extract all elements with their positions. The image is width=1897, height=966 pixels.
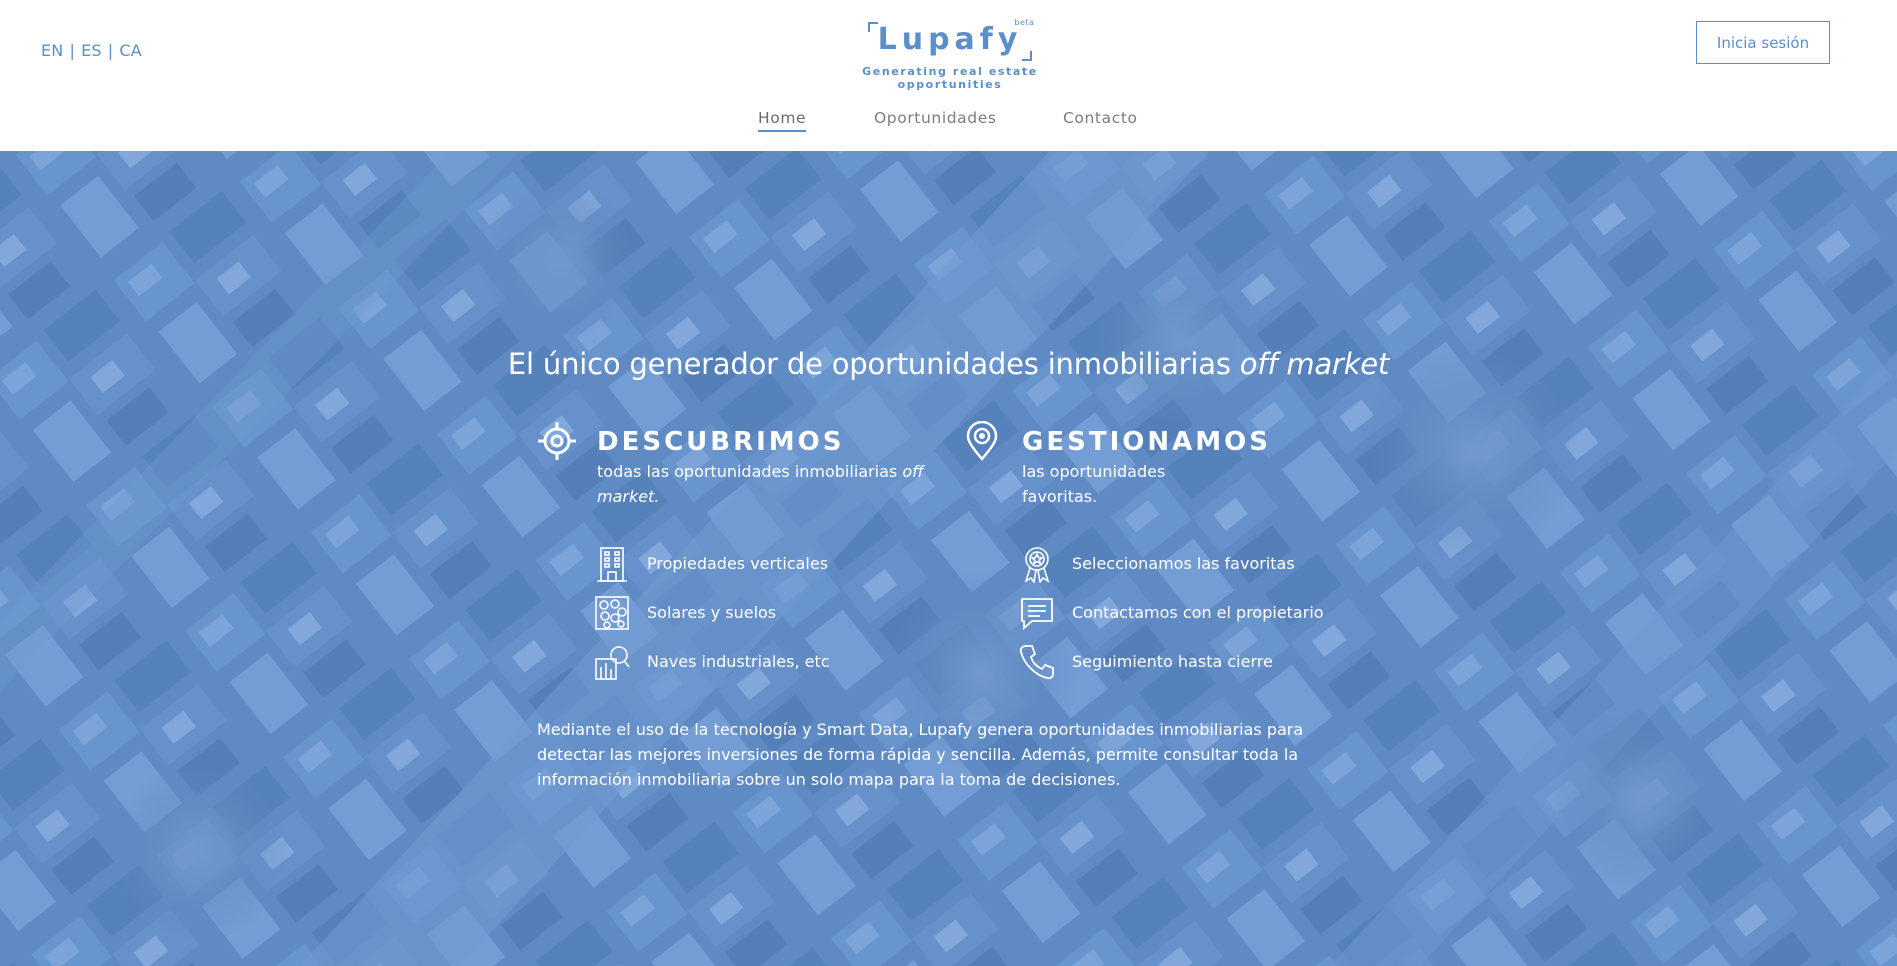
discover-subtitle xyxy=(597,459,937,509)
lang-en-link[interactable]: EN xyxy=(41,41,64,60)
list-item xyxy=(1018,539,1362,588)
login-button[interactable]: Inicia sesión xyxy=(1696,21,1830,64)
main-nav xyxy=(0,109,1897,139)
hero-section xyxy=(0,151,1897,966)
site-logo[interactable] xyxy=(820,16,1080,91)
discover-column xyxy=(537,421,937,686)
nav-item-contacto[interactable]: Contacto xyxy=(1063,109,1138,127)
list-item-label: Naves industriales, etc xyxy=(647,652,830,671)
map-pin-icon xyxy=(962,421,1002,461)
nav-item-oportunidades[interactable]: Oportunidades xyxy=(874,109,997,127)
phone-icon xyxy=(1018,643,1056,681)
list-item xyxy=(593,637,937,686)
manage-subtitle-line1: las oportunidades xyxy=(1022,462,1166,481)
manage-header xyxy=(962,421,1362,509)
discover-subtitle-text: todas las oportunidades inmobiliarias xyxy=(597,462,903,481)
list-item-label: Propiedades verticales xyxy=(647,554,829,573)
logo-beta-badge: beta xyxy=(1014,18,1035,27)
discover-list xyxy=(537,539,937,686)
manage-subtitle xyxy=(1022,459,1271,509)
award-icon xyxy=(1018,545,1056,583)
lang-separator: | xyxy=(69,41,76,60)
logo-tagline: Generating real estate opportunities xyxy=(862,65,1038,91)
list-item-label: Seleccionamos las favoritas xyxy=(1072,554,1295,573)
list-item-label: Seguimiento hasta cierre xyxy=(1072,652,1273,671)
hero-tint-overlay xyxy=(0,151,1897,966)
lang-ca-link[interactable]: CA xyxy=(119,41,142,60)
logo-mark xyxy=(868,16,1033,61)
hero-title xyxy=(0,347,1897,381)
building-icon xyxy=(593,545,631,583)
list-item-label: Solares y suelos xyxy=(647,603,777,622)
manage-column xyxy=(962,421,1362,686)
discover-subtitle-end: . xyxy=(654,487,660,506)
hero-title-emphasis: off market xyxy=(1239,347,1390,381)
target-icon xyxy=(537,421,577,461)
list-item xyxy=(593,539,937,588)
manage-list xyxy=(962,539,1362,686)
manage-title: GESTIONAMOS xyxy=(1022,427,1271,457)
lang-separator: | xyxy=(107,41,114,60)
chat-icon xyxy=(1018,594,1056,632)
lot-icon xyxy=(593,594,631,632)
logo-corner-bottom-right xyxy=(1022,51,1032,61)
discover-title: DESCUBRIMOS xyxy=(597,427,845,457)
manage-subtitle-line2: favoritas. xyxy=(1022,487,1098,506)
discover-subtitle-emphasis: off market xyxy=(597,462,924,506)
list-item-label: Contactamos con el propietario xyxy=(1072,603,1324,622)
list-item xyxy=(1018,588,1362,637)
lang-es-link[interactable]: ES xyxy=(81,41,102,60)
industrial-search-icon xyxy=(593,643,631,681)
logo-corner-top-left xyxy=(868,22,878,32)
list-item xyxy=(593,588,937,637)
discover-header xyxy=(537,421,937,509)
hero-description: Mediante el uso de la tecnología y Smart Data, Lupafy genera oportunidades inmobiliarias para detectar las mejores inversiones de forma rápida y sencilla. Además, permite consultar toda la información inmobiliaria sobre un solo mapa para la toma de decisiones. xyxy=(537,720,1304,789)
nav-item-home[interactable]: Home xyxy=(758,109,806,132)
list-item xyxy=(1018,637,1362,686)
site-header xyxy=(0,0,1897,151)
hero-title-text: El único generador de oportunidades inmobiliarias xyxy=(507,347,1240,381)
logo-word: Lupafy xyxy=(877,22,1023,57)
language-switcher xyxy=(41,41,142,60)
